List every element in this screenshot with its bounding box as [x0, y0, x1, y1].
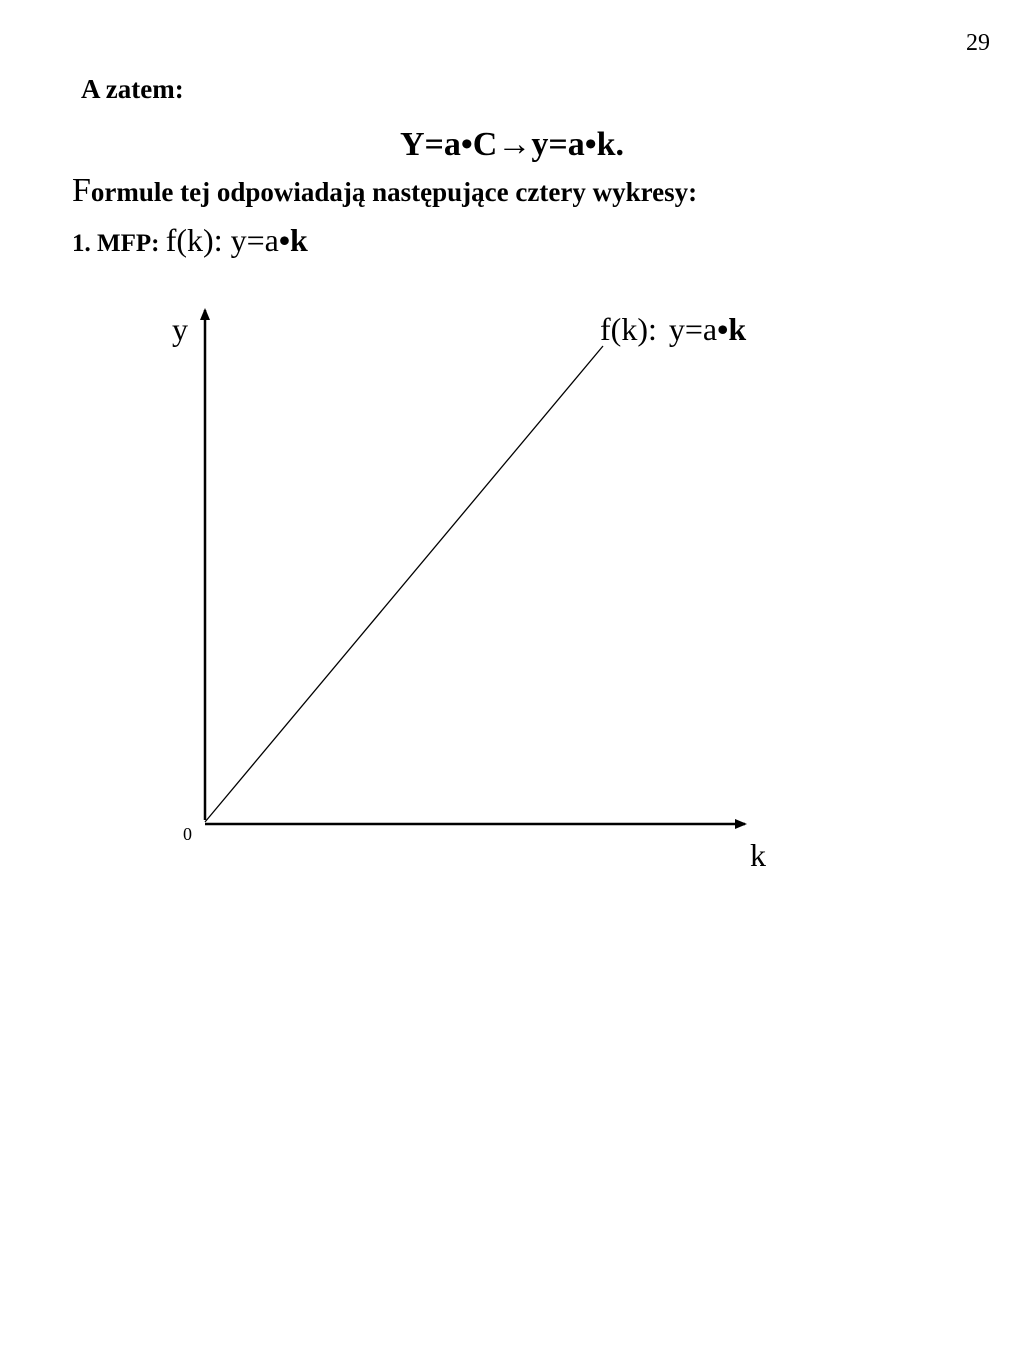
item-equation-prefix: y=a — [222, 222, 279, 258]
page-number: 29 — [966, 30, 990, 56]
series-line-0 — [205, 346, 603, 822]
item-label: 1. MFP: — [72, 230, 166, 257]
series-label — [600, 311, 746, 347]
formula-dot-1: • — [460, 126, 473, 163]
x-axis-label: k — [750, 837, 766, 873]
sentence-first-letter: F — [72, 172, 91, 209]
item-equation-dot: • — [278, 222, 291, 258]
item-equation-var: k — [290, 222, 308, 258]
sentence-rest: ormule tej odpowiadają następujące cztery wykresy: — [90, 177, 698, 207]
intro-heading: A zatem: — [81, 74, 184, 104]
formula-dot-2: • — [584, 126, 597, 163]
formula-left: Y=a — [399, 126, 461, 163]
series-layer — [205, 346, 603, 822]
series-label-function: f(k): — [600, 311, 657, 347]
series-label-var: k — [728, 311, 747, 347]
series-label-dot: • — [717, 311, 729, 347]
formula-right: k. — [596, 126, 625, 163]
origin-label: 0 — [183, 824, 192, 844]
y-axis-label: y — [172, 311, 188, 347]
item-function: f(k): — [165, 222, 223, 258]
formula-mid: C→y=a — [472, 126, 585, 163]
series-label-equation-prefix: y=a — [668, 311, 718, 347]
